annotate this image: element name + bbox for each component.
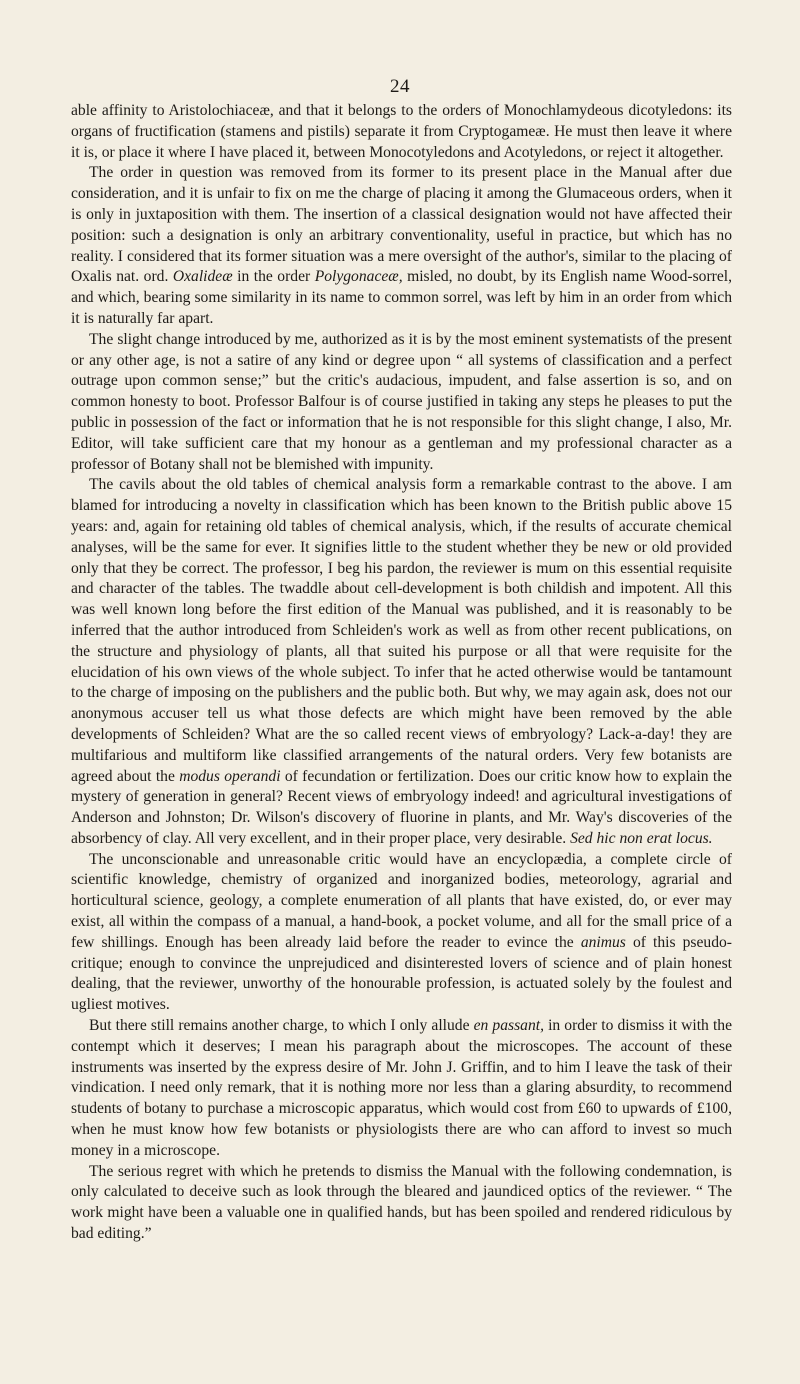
text-run: The cavils about the old tables of chemical analysis form a remarkable contrast to the above. I am blamed for introducing a novelty in classification which has been known to the British public above 15 years: and, again for retaining old tables of chemical analysis, which, if the results of accurate chemical analyses, will be the same for ever. It signifies little to the student whether they be new or old provided only that they be correct. The professor, I beg his pardon, the reviewer is mum on this essential requisite and character of the tables. The twaddle about cell-development is both childish and impotent. All this was well known long before the first edition of the Manual was published, and it is reasonably to be inferred that the author introduced from Schleiden's work as well as from other recent publications, on the structure and physiology of plants, all that suited his purpose or all that were requisite for the elucidation of his own views of the whole subject. To infer that he acted otherwise would be tantamount to the charge of imposing on the publishers and the public both. But why, we may again ask, does not our anonymous accuser tell us what those defects are which might have been removed by the able developments of Schleiden? What are the so called recent views of embryology? Lack-a-day! they are multifarious and multiform like classified arrangements of the natural orders. Very few botanists are agreed about the — [71, 476, 732, 785]
paragraph — [71, 475, 732, 849]
text-run: The slight change introduced by me, authorized as it is by the most eminent systematists of the present or any other age, is not a satire of any kind or degree upon “ all systems of classification and a perfect outrage upon common sense;” but the critic's audacious, impudent, and false assertion is so, and on common honesty to boot. Professor Balfour is of course justified in taking any steps he pleases to put the public in possession of the fact or information that he is not responsible for this slight change, I also, Mr. Editor, will take sufficient care that my honour as a gentleman and my professional character as a professor of Botany shall not be blemished with impunity. — [71, 330, 732, 473]
text-run: able affinity to Aristolochiaceæ, and that it belongs to the orders of Monochlamydeous dicotyledons: its organs of fructification (stamens and pistils) separate it from Cryptogameæ. He must then leave it where it is, or place it where I have placed it, between Monocotyledons and Acotyledons, or reject it altogether. — [71, 102, 732, 161]
italic-text: en passant, — [473, 1017, 544, 1035]
body-text — [71, 101, 732, 1245]
italic-text: Polygonaceæ, — [314, 268, 403, 286]
paragraph — [71, 1016, 732, 1162]
text-run: in the order — [232, 268, 315, 286]
paragraph — [71, 850, 732, 1016]
italic-text: Oxalideæ — [172, 268, 233, 286]
paragraph — [71, 163, 732, 329]
paragraph — [71, 101, 732, 163]
text-run: of this pseudo-critique; enough to convince the unprejudiced and disinterested lovers of science and of plain honest dealing, that the reviewer, unworthy of the honourable profession, is actuated solely by the foulest and ugliest motives. — [71, 933, 732, 1014]
italic-text: animus — [580, 933, 626, 951]
text-run: The unconscionable and unreasonable critic would have an encyclopædia, a complete circle of scientific knowledge, chemistry of organized and inorganized bodies, meteorology, agrarial and horticultural science, geology, a complete enumeration of all plants that have existed, do, or ever may exist, all within the compass of a manual, a hand-book, a pocket volume, and all for the small price of a few shillings. Enough has been already laid before the reader to evince the — [71, 850, 732, 951]
italic-text: Sed hic non erat locus. — [570, 829, 713, 847]
text-run: But there still remains another charge, to which I only allude — [89, 1017, 474, 1035]
text-run: in order to dismiss it with the contempt which it deserves; I mean his paragraph about the microscopes. The account of these instruments was inserted by the express desire of Mr. John J. Griffin, and to him I leave the task of their vindication. I need only remark, that it is nothing more nor less than a glaring absurdity, to recommend students of botany to purchase a microscopic apparatus, which would cost from £60 to upwards of £100, when he must know how few botanists or physiologists there are who can afford to invest so much money in a microscope. — [71, 1017, 732, 1159]
paragraph — [71, 1162, 732, 1245]
text-run: misled, no doubt, by its English name Wood-sorrel, and which, bearing some similarity in its name to common sorrel, was left by him in an order from which it is naturally far apart. — [71, 268, 732, 327]
italic-text: modus operandi — [179, 767, 281, 785]
paragraph — [71, 330, 732, 476]
text-run: The serious regret with which he pretends to dismiss the Manual with the following condemnation, is only calculated to deceive such as look through the bleared and jaundiced optics of the reviewer. “ The work might have been a valuable one in qualified hands, but has been spoiled and rendered ridiculous by bad editing.” — [71, 1162, 732, 1243]
text-run: of fecundation or fertilization. Does our critic know how to explain the mystery of generation in general? Recent views of embryology indeed! and agricultural investigations of Anderson and Johnston; Dr. Wilson's discovery of fluorine in plants, and Mr. Way's discoveries of the absorbency of clay. All very excellent, and in their proper place, very desirable. — [71, 767, 732, 847]
text-run: The order in question was removed from its former to its present place in the Manual after due consideration, and it is unfair to fix on me the charge of placing it among the Glumaceous orders, when it is only in juxtaposition with them. The insertion of a classical designation would not have affected their position: such a designation is only an arbitrary conventionality, useful in practice, but which has no reality. I considered that its former situation was a mere oversight of the author's, similar to the placing of Oxalis nat. ord. — [71, 164, 732, 286]
page-number: 24 — [390, 76, 410, 97]
